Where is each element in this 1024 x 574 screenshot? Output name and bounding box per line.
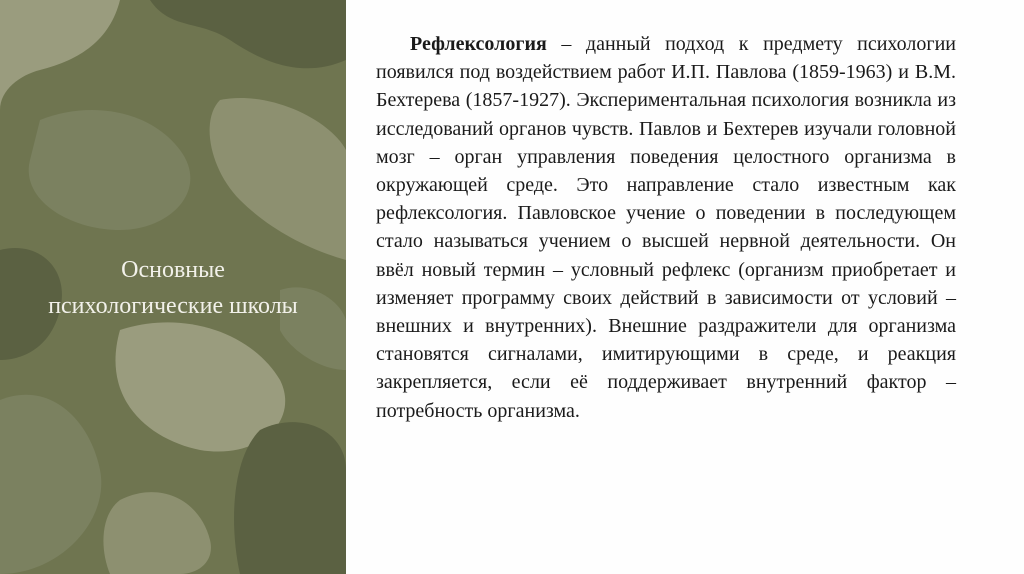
body-text: – данный подход к предмету психологии появился под воздействием работ И.П. Павлова (1859-1963) и В.М. Бехтерева (1857-1927). Экспериментальная психология возникла из исследований органов чувств. Павлов и Бехтерев изучали головной мозг – орган управления поведения целостного организма в окружающей среде. Это направление стало известным как рефлексология. Павловское учение о поведении в последующем стало называться учением о высшей нервной деятельности. Он ввёл новый термин – условный рефлекс (организм приобретает и изменяет программу своих действий в зависимости от условий – внешних и внутренних). Внешние раздражители для организма становятся сигналами, имитирующими в среде, и реакция закрепляется, если её поддерживает внутренний фактор – потребность организма. [376, 33, 956, 422]
section-title-line-1: Основные [121, 257, 225, 283]
section-title [0, 252, 346, 324]
term-reflexology: Рефлексология [410, 33, 547, 55]
section-title-line-2: психологические школы [48, 293, 298, 319]
content-panel [346, 0, 1024, 574]
body-paragraph [376, 30, 956, 425]
camouflage-title-panel [0, 0, 346, 574]
